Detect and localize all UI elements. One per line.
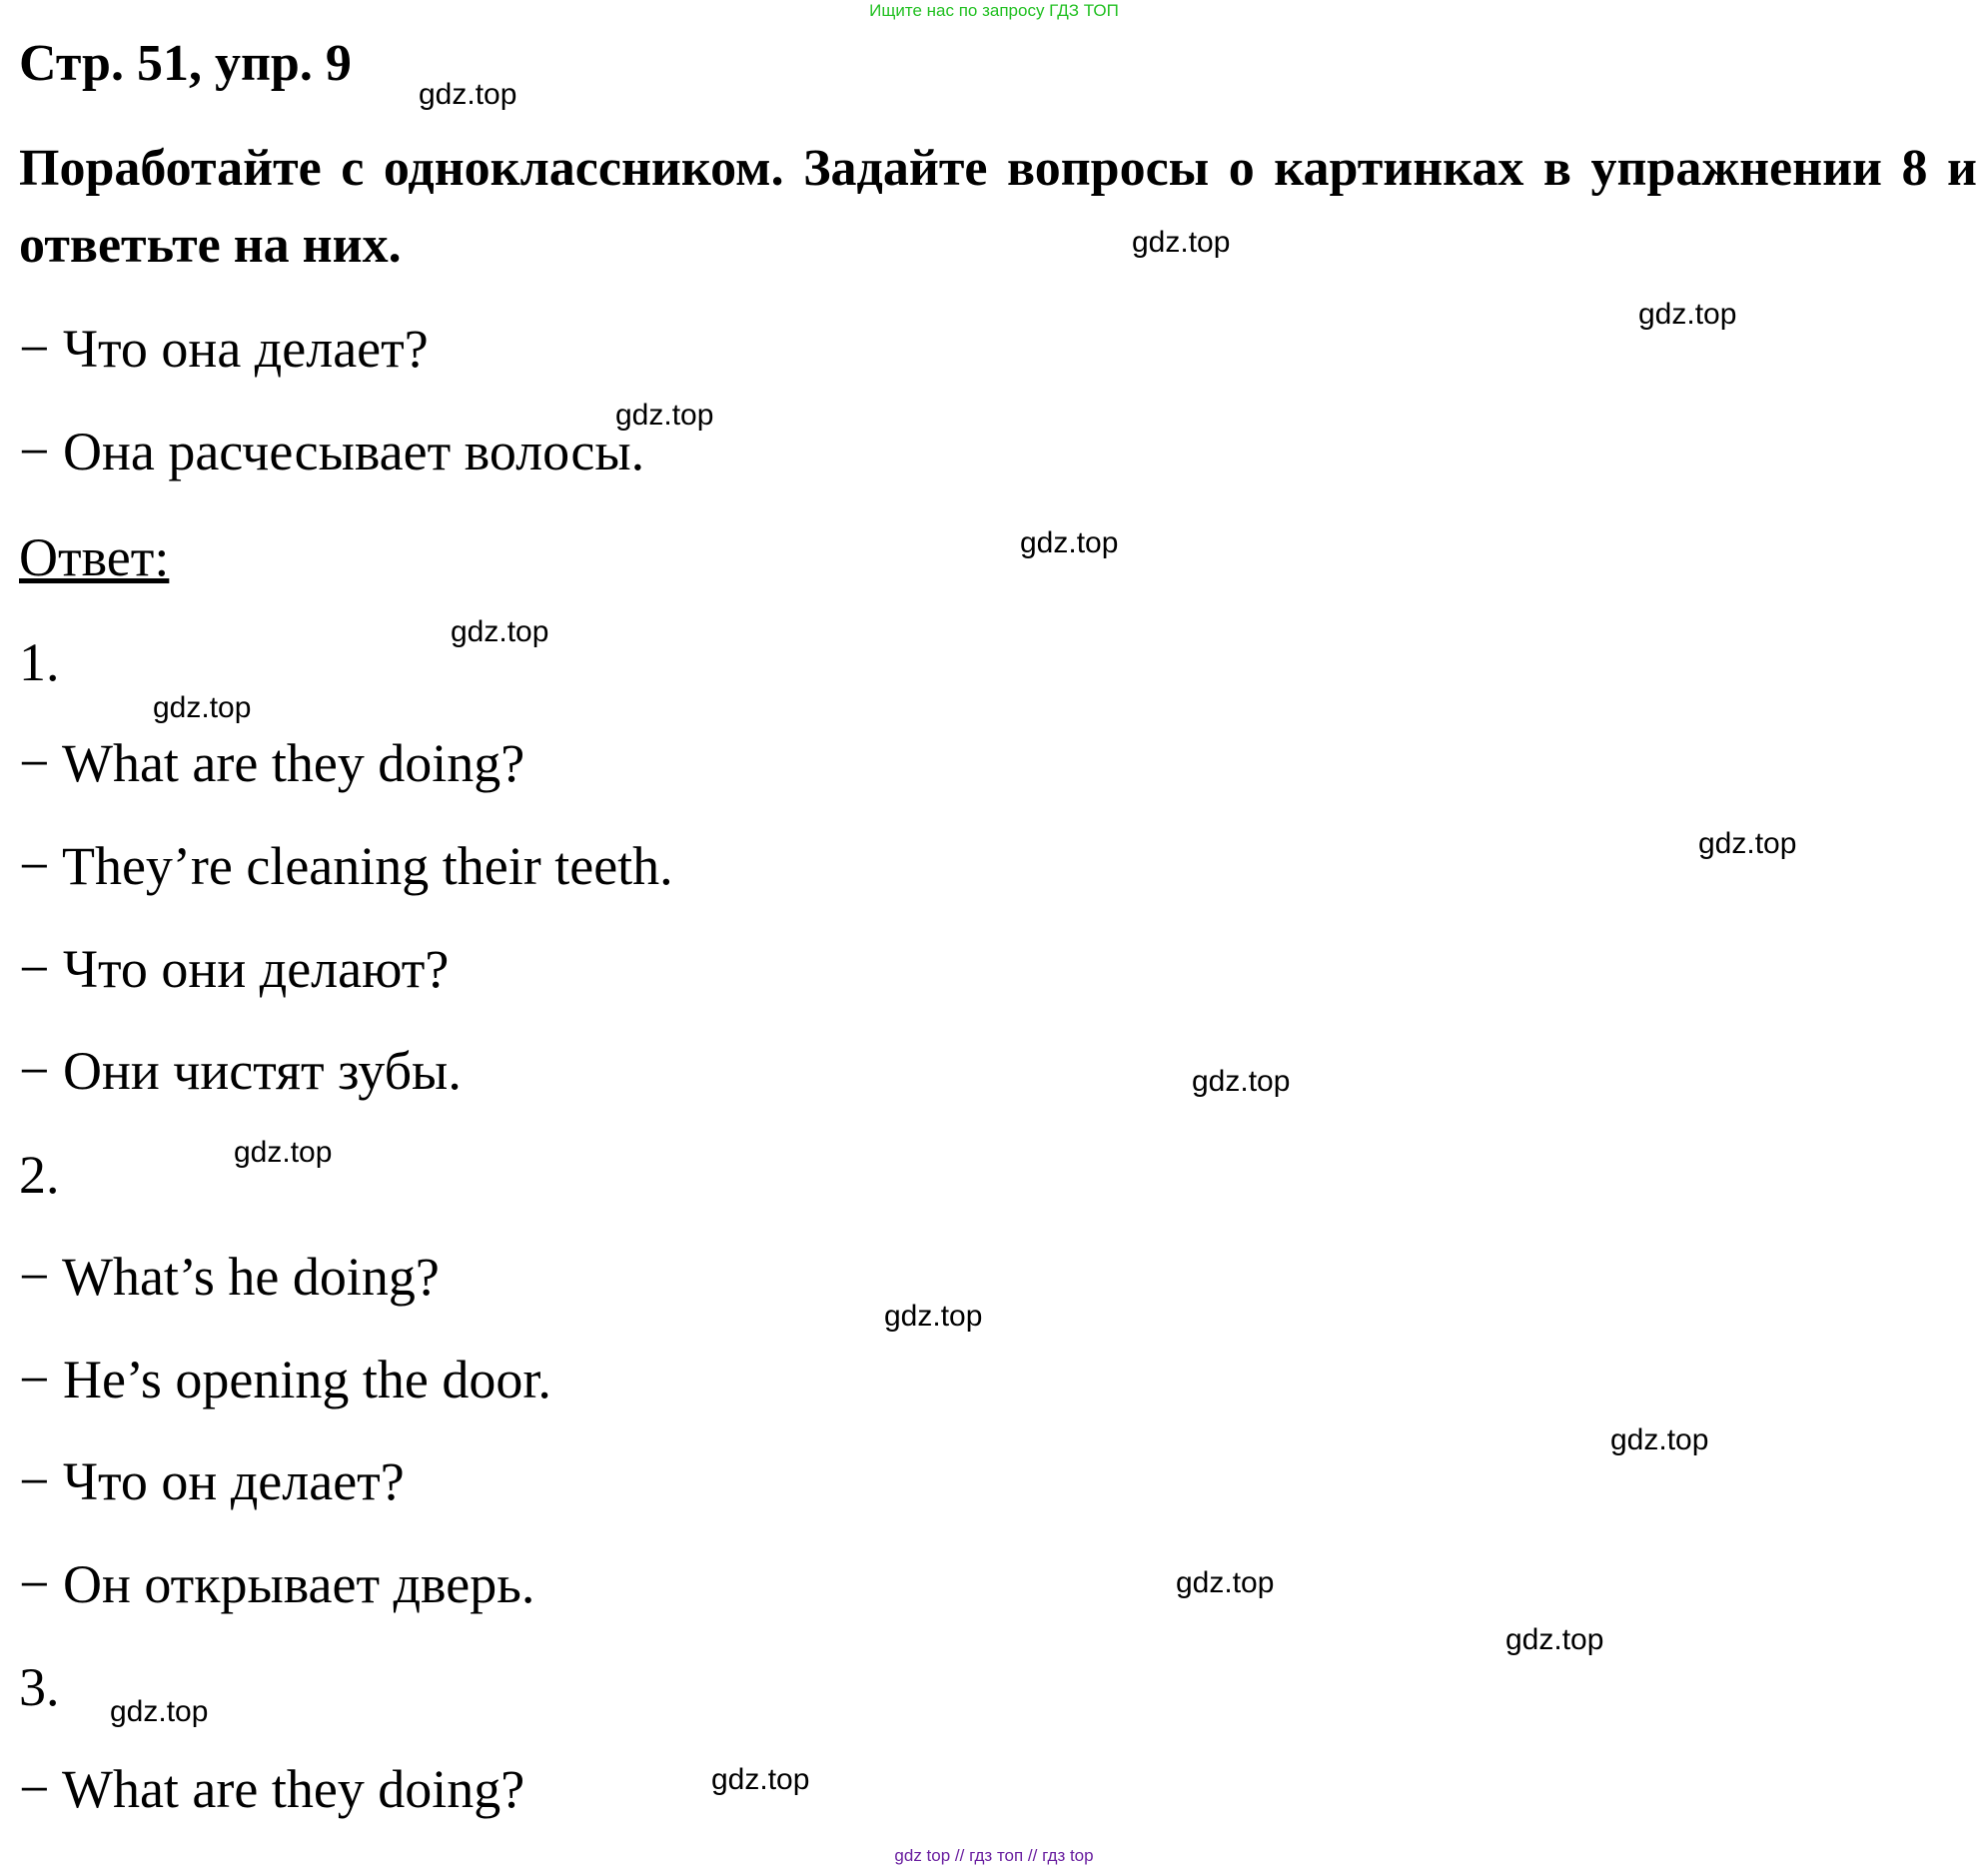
item-1-line-3: − Что они делают? bbox=[19, 939, 450, 999]
watermark: gdz.top bbox=[615, 399, 714, 432]
watermark: gdz.top bbox=[1505, 1623, 1604, 1656]
bottom-banner: gdz top // гдз топ // гдз top bbox=[894, 1846, 1094, 1865]
watermark: gdz.top bbox=[1638, 298, 1737, 331]
watermark: gdz.top bbox=[1192, 1065, 1291, 1098]
item-3-line-1: − What are they doing? bbox=[19, 1759, 525, 1819]
task-text: Поработайте с одноклассником. Задайте вопросы о картинках в упражнении 8 и ответьте на них. bbox=[19, 140, 1977, 274]
watermark: gdz.top bbox=[451, 615, 549, 648]
item-1-line-2: − They’re cleaning their teeth. bbox=[19, 836, 673, 896]
page-title: Стр. 51, упр. 9 bbox=[19, 35, 352, 92]
watermark: gdz.top bbox=[110, 1695, 209, 1728]
example-answer: − Она расчесывает волосы. bbox=[19, 422, 645, 481]
watermark: gdz.top bbox=[1020, 526, 1119, 559]
item-2-line-2: − He’s opening the door. bbox=[19, 1350, 551, 1409]
watermark: gdz.top bbox=[419, 78, 517, 111]
item-2-line-1: − What’s he doing? bbox=[19, 1247, 440, 1307]
item-1-line-1: − What are they doing? bbox=[19, 733, 525, 793]
item-1-line-4: − Они чистят зубы. bbox=[19, 1041, 462, 1101]
item-number-2: 2. bbox=[19, 1145, 60, 1205]
watermark: gdz.top bbox=[1176, 1566, 1275, 1599]
item-2-line-3: − Что он делает? bbox=[19, 1451, 405, 1511]
top-banner: Ищите нас по запросу ГДЗ ТОП bbox=[869, 1, 1119, 20]
watermark: gdz.top bbox=[1132, 226, 1231, 259]
watermark: gdz.top bbox=[153, 691, 252, 724]
item-number-3: 3. bbox=[19, 1657, 60, 1717]
example-question: − Что она делает? bbox=[19, 319, 429, 379]
item-number-1: 1. bbox=[19, 632, 60, 692]
watermark: gdz.top bbox=[711, 1763, 810, 1796]
watermark: gdz.top bbox=[884, 1300, 983, 1333]
watermark: gdz.top bbox=[1698, 827, 1797, 860]
item-2-line-4: − Он открывает дверь. bbox=[19, 1554, 535, 1614]
watermark: gdz.top bbox=[1610, 1423, 1709, 1456]
watermark: gdz.top bbox=[234, 1136, 333, 1169]
answer-label: Ответ: bbox=[19, 527, 170, 587]
